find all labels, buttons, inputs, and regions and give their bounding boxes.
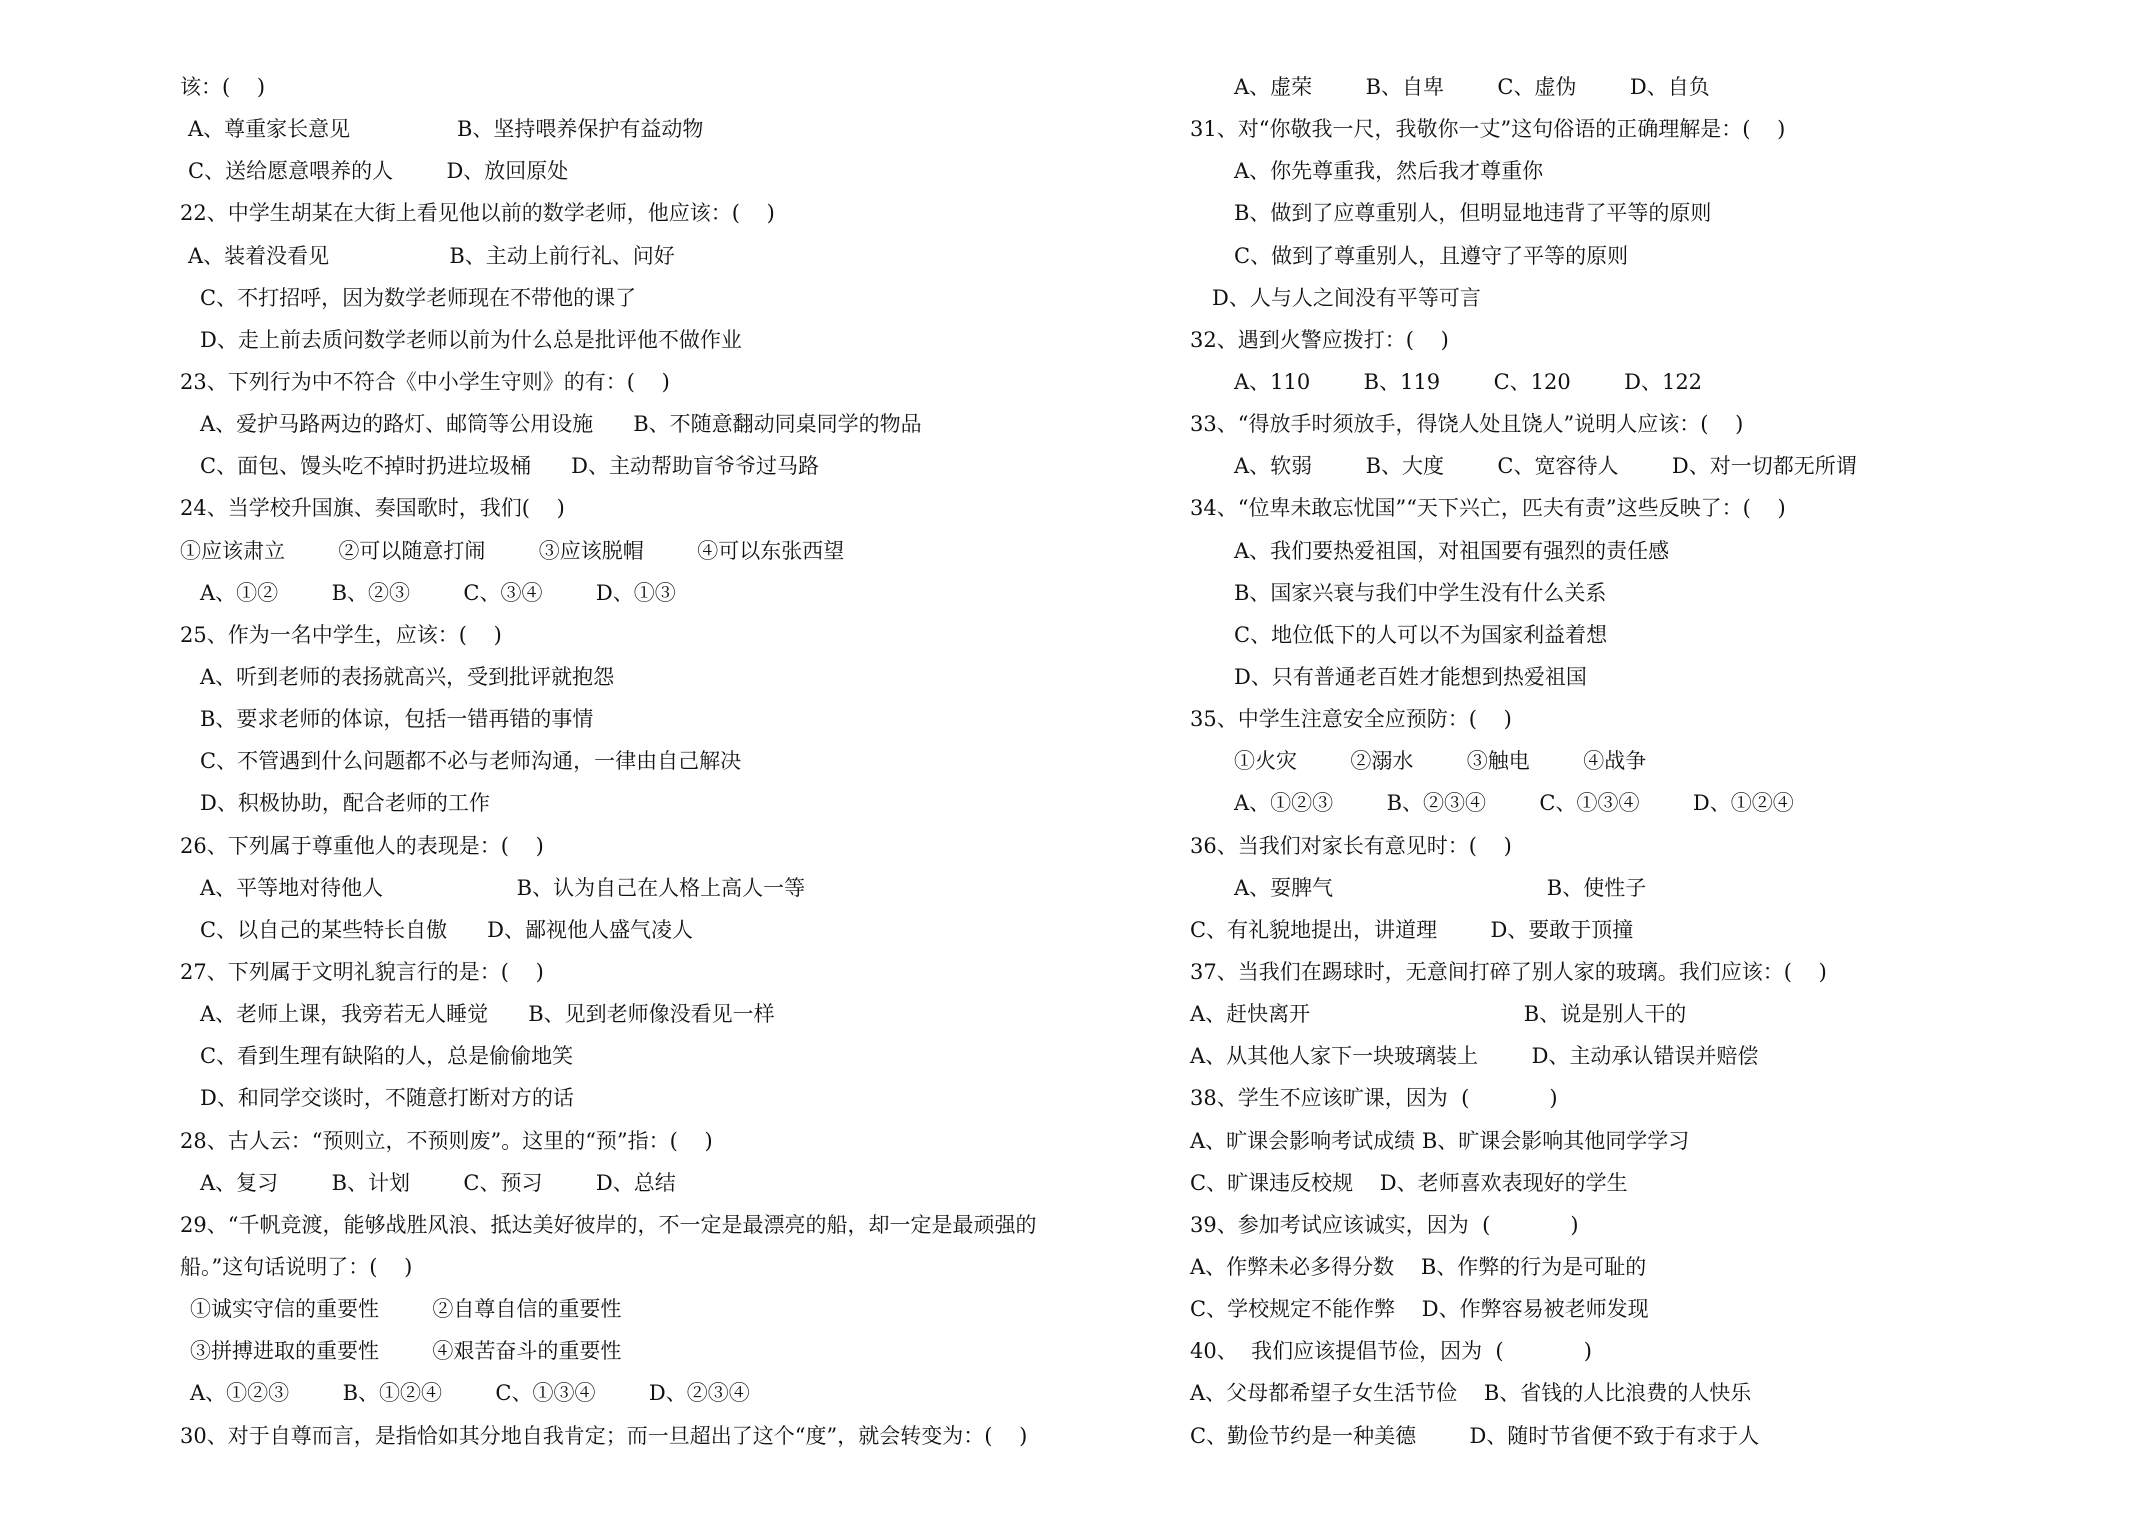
exam-line: C、旷课违反校规 D、老师喜欢表现好的学生 (1190, 1170, 1628, 1195)
exam-line: A、我们要热爱祖国，对祖国要有强烈的责任感 (1234, 538, 1670, 563)
exam-line: D、人与人之间没有平等可言 (1212, 285, 1481, 310)
right-column (1190, 66, 2090, 1457)
exam-line: D、走上前去质问数学老师以前为什么总是批评他不做作业 (200, 327, 742, 352)
question-text: 38、学生不应该旷课，因为 ( ) (1190, 1086, 1558, 1111)
exam-line: A、赶快离开 B、说是别人干的 (1190, 1002, 1687, 1027)
exam-line: B、要求老师的体谅，包括一错再错的事情 (200, 707, 594, 732)
exam-line: A、听到老师的表扬就高兴，受到批评就抱怨 (200, 664, 615, 689)
question-text: 40、 我们应该提倡节俭，因为 ( ) (1190, 1339, 1592, 1364)
question-text: 36、当我们对家长有意见时：( ) (1190, 833, 1512, 858)
exam-line: A、爱护马路两边的路灯、邮筒等公用设施 B、不随意翻动同桌同学的物品 (200, 412, 922, 437)
exam-line: C、有礼貌地提出，讲道理 D、要敢于顶撞 (1190, 917, 1634, 942)
exam-line: D、积极协助，配合老师的工作 (200, 791, 490, 816)
question-text: 23、下列行为中不符合《中小学生守则》的有：( ) (180, 369, 670, 394)
exam-line: A、①②③ B、②③④ C、①③④ D、①②④ (1234, 791, 1794, 816)
exam-line: ①诚实守信的重要性 ②自尊自信的重要性 (190, 1297, 622, 1322)
exam-line: A、装着没看见 B、主动上前行礼、问好 (188, 243, 675, 268)
exam-line: C、不打招呼，因为数学老师现在不带他的课了 (200, 285, 637, 310)
exam-line: A、尊重家长意见 B、坚持喂养保护有益动物 (188, 117, 704, 142)
exam-line: C、做到了尊重别人，且遵守了平等的原则 (1234, 243, 1629, 268)
question-text: 29、“千帆竞渡，能够战胜风浪、抵达美好彼岸的，不一定是最漂亮的船，却一定是最顽强的 (180, 1212, 1037, 1237)
exam-line: D、只有普通老百姓才能想到热爱祖国 (1234, 664, 1587, 689)
exam-line: B、做到了应尊重别人，但明显地违背了平等的原则 (1234, 201, 1712, 226)
question-text: 27、下列属于文明礼貌言行的是：( ) (180, 959, 544, 984)
question-text: 25、作为一名中学生，应该：( ) (180, 622, 502, 647)
question-text: 28、古人云：“预则立，不预则废”。这里的“预”指：( ) (180, 1128, 713, 1153)
exam-line: A、软弱 B、大度 C、宽容待人 D、对一切都无所谓 (1234, 454, 1857, 479)
question-text: 32、遇到火警应拨打：( ) (1190, 327, 1449, 352)
exam-line: A、虚荣 B、自卑 C、虚伪 D、自负 (1234, 75, 1710, 99)
exam-line: A、作弊未必多得分数 B、作弊的行为是可耻的 (1190, 1254, 1647, 1279)
exam-line: B、国家兴衰与我们中学生没有什么关系 (1234, 580, 1607, 605)
exam-line: A、平等地对待他人 B、认为自己在人格上高人一等 (200, 875, 806, 900)
exam-line: A、旷课会影响考试成绩 B、旷课会影响其他同学学习 (1190, 1128, 1690, 1153)
exam-line: A、父母都希望子女生活节俭 B、省钱的人比浪费的人快乐 (1190, 1381, 1752, 1406)
question-text: 35、中学生注意安全应预防：( ) (1190, 707, 1512, 732)
question-text: 24、当学校升国旗、奏国歌时，我们( ) (180, 496, 565, 521)
exam-line: C、不管遇到什么问题都不必与老师沟通，一律由自己解决 (200, 749, 742, 774)
exam-line: D、和同学交谈时，不随意打断对方的话 (200, 1086, 574, 1111)
question-text: 22、中学生胡某在大街上看见他以前的数学老师，他应该：( ) (180, 201, 775, 226)
exam-line: C、地位低下的人可以不为国家利益着想 (1234, 622, 1608, 647)
question-text: 33、“得放手时须放手，得饶人处且饶人”说明人应该：( ) (1190, 412, 1744, 437)
exam-line: A、复习 B、计划 C、预习 D、总结 (200, 1170, 676, 1195)
question-text: 34、“位卑未敢忘忧国”“天下兴亡，匹夫有责”这些反映了：( ) (1190, 496, 1786, 521)
exam-line: A、①②③ B、①②④ C、①③④ D、②③④ (190, 1381, 750, 1406)
exam-line: ③拼搏进取的重要性 ④艰苦奋斗的重要性 (190, 1339, 622, 1364)
exam-line: C、以自己的某些特长自傲 D、鄙视他人盛气凌人 (200, 917, 693, 942)
exam-line: 船。”这句话说明了：( ) (180, 1254, 413, 1279)
question-text: 31、对“你敬我一尺，我敬你一丈”这句俗语的正确理解是：( ) (1190, 117, 1786, 142)
exam-line: 该：( ) (180, 75, 266, 99)
exam-line: A、110 B、119 C、120 D、122 (1234, 369, 1703, 394)
exam-line: A、从其他人家下一块玻璃装上 D、主动承认错误并赔偿 (1190, 1044, 1759, 1069)
exam-line: A、你先尊重我，然后我才尊重你 (1234, 159, 1544, 184)
exam-line: A、①② B、②③ C、③④ D、①③ (200, 580, 676, 605)
exam-line: C、学校规定不能作弊 D、作弊容易被老师发现 (1190, 1297, 1649, 1322)
question-text: 39、参加考试应该诚实，因为 ( ) (1190, 1212, 1579, 1237)
exam-line: C、面包、馒头吃不掉时扔进垃圾桶 D、主动帮助盲爷爷过马路 (200, 454, 819, 479)
exam-line: C、送给愿意喂养的人 D、放回原处 (188, 159, 569, 184)
exam-line: C、勤俭节约是一种美德 D、随时节省便不致于有求于人 (1190, 1423, 1760, 1448)
question-text: 37、当我们在踢球时，无意间打碎了别人家的玻璃。我们应该：( ) (1190, 959, 1827, 984)
exam-line: A、老师上课，我旁若无人睡觉 B、见到老师像没看见一样 (200, 1002, 775, 1027)
exam-line: C、看到生理有缺陷的人，总是偷偷地笑 (200, 1044, 574, 1069)
left-column (180, 66, 1130, 1457)
exam-line: A、耍脾气 B、使性子 (1234, 875, 1647, 900)
exam-line: ①火灾 ②溺水 ③触电 ④战争 (1234, 749, 1647, 774)
question-text: 30、对于自尊而言，是指恰如其分地自我肯定；而一旦超出了这个“度”，就会转变为：( ) (180, 1423, 1028, 1448)
exam-line: ①应该肃立 ②可以随意打闹 ③应该脱帽 ④可以东张西望 (180, 538, 845, 563)
question-text: 26、下列属于尊重他人的表现是：( ) (180, 833, 544, 858)
